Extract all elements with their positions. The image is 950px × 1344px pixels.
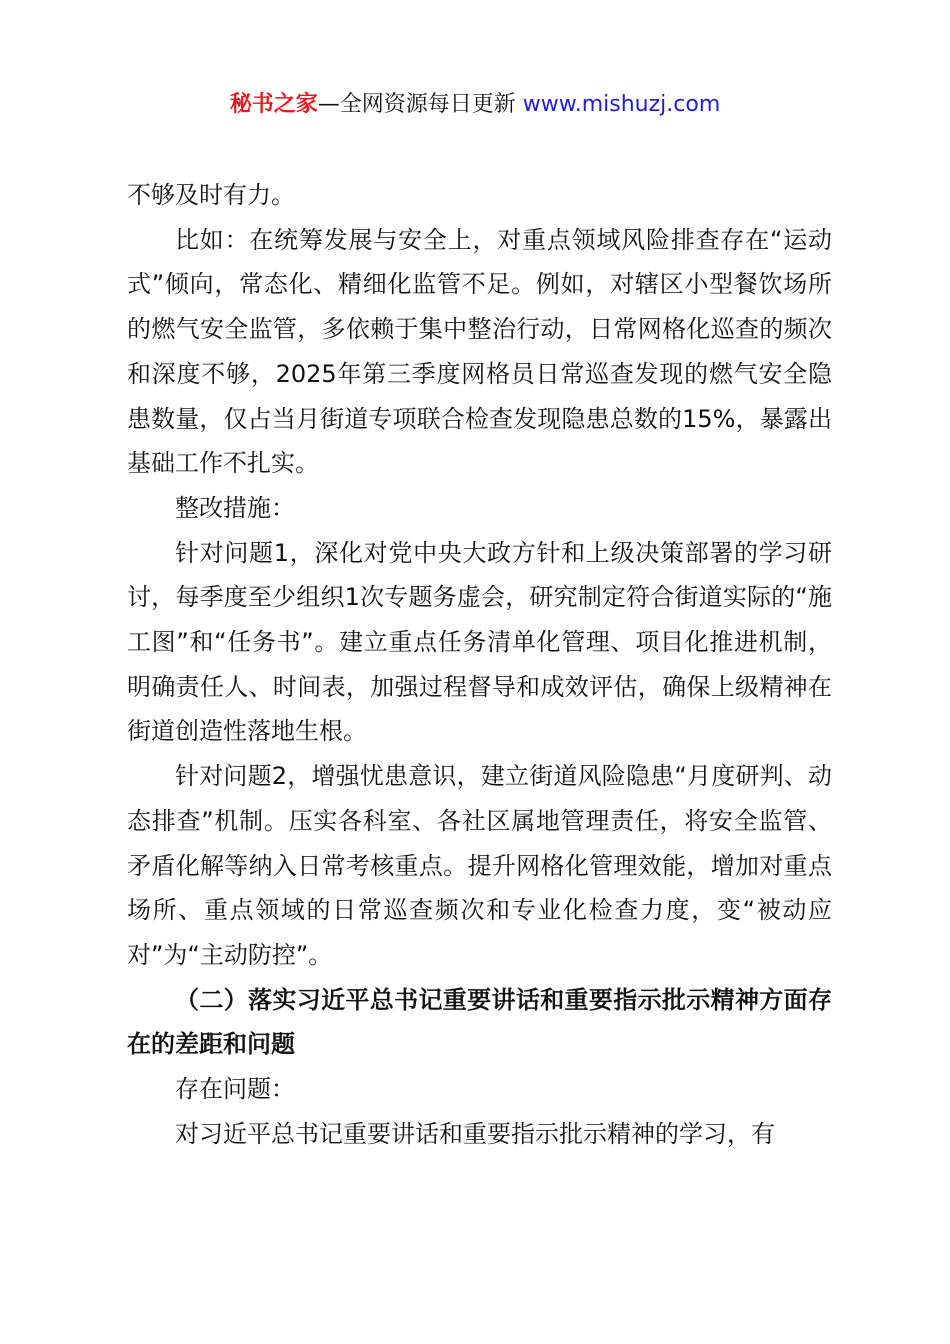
site-url-link[interactable]: www.mishuzj.com (522, 92, 721, 117)
paragraph-measure-1: 针对问题1，深化对党中央大政方针和上级决策部署的学习研讨，每季度至少组织1次专题务虚会，研究制定符合街道实际的“施工图”和“任务书”。建立重点任务清单化管理、项目化推进机制，明确责任人、时间表，加强过程督导和成效评估，确保上级精神在街道创造性落地生根。 (127, 538, 832, 746)
paragraph-continuation: 不够及时有力。 (127, 181, 295, 209)
paragraph-problems-label: 存在问题： (175, 1075, 295, 1104)
paragraph-problem-text: 对习近平总书记重要讲话和重要指示批示精神的学习，有 (175, 1119, 775, 1148)
site-header (0, 88, 950, 122)
site-brand: 秘书之家 (229, 92, 318, 117)
document-body (127, 173, 832, 1156)
paragraph-measures-label: 整改措施： (175, 493, 295, 522)
site-tagline: —全网资源每日更新 (317, 92, 516, 117)
paragraph-example: 比如：在统筹发展与安全上，对重点领域风险排查存在“运动式”倾向，常态化、精细化监管不足。例如，对辖区小型餐饮场所的燃气安全监管，多依赖于集中整治行动，日常网格化巡查的频次和深度不够，2025年第三季度网格员日常巡查发现的燃气安全隐患数量，仅占当月街道专项联合检查发现隐患总数的15%，暴露出基础工作不扎实。 (127, 225, 832, 478)
section-heading: （二）落实习近平总书记重要讲话和重要指示批示精神方面存在的差距和问题 (127, 985, 832, 1059)
paragraph-measure-2: 针对问题2，增强忧患意识，建立街道风险隐患“月度研判、动态排查”机制。压实各科室、各社区属地管理责任，将安全监管、矛盾化解等纳入日常考核重点。提升网格化管理效能，增加对重点场所、重点领域的日常巡查频次和专业化检查力度，变“被动应对”为“主动防控”。 (127, 762, 832, 969)
